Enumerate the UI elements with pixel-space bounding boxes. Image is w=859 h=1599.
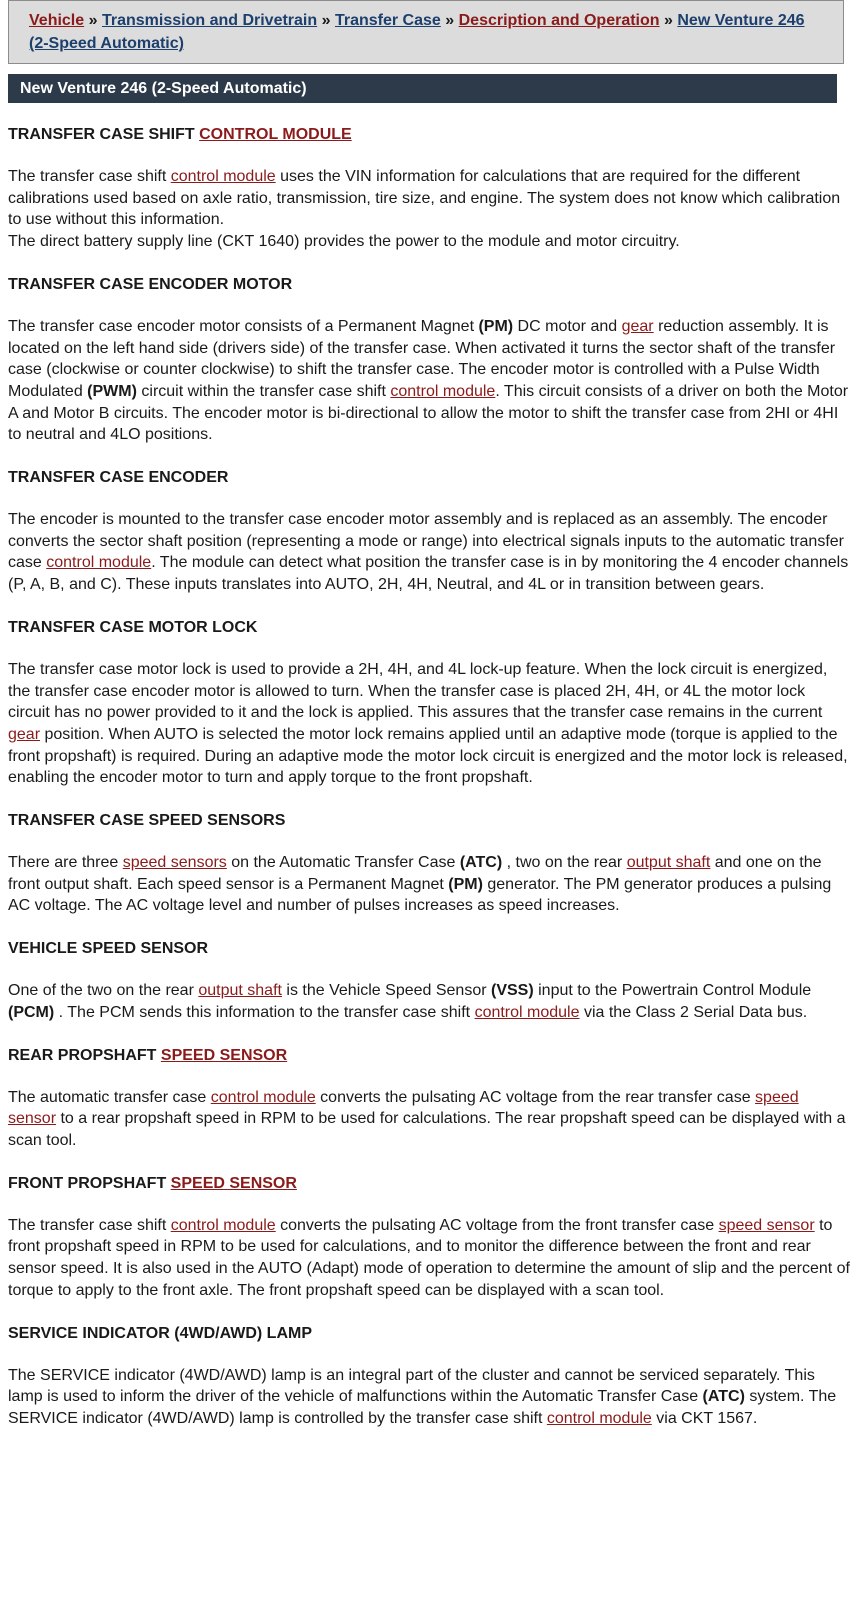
section-motor-lock <box>8 617 851 789</box>
text: generator. The PM generator produces a pulsing AC voltage. The AC voltage level and number of pulses increases as speed increases. <box>8 875 832 915</box>
page-title: New Venture 246 (2-Speed Automatic) <box>8 74 837 103</box>
abbr-bold: (PM) <box>478 317 514 335</box>
section-heading <box>8 124 851 146</box>
text: One of the two on the rear <box>8 982 199 1000</box>
text: The SERVICE indicator (4WD/AWD) lamp is an integral part of the cluster and cannot be serviced separately. This lamp is used to inform the driver of the vehicle of malfunctions within the Automatic Transfer Case <box>8 1366 815 1406</box>
breadcrumb <box>8 0 844 64</box>
paragraph <box>8 1365 851 1430</box>
abbr-bold: (ATC) <box>459 854 503 872</box>
heading-text: TRANSFER CASE SHIFT <box>8 126 200 143</box>
section-rear-propshaft-speed-sensor <box>8 1045 851 1152</box>
link-speed-sensor[interactable]: speed sensor <box>8 1088 799 1128</box>
section-heading: TRANSFER CASE ENCODER MOTOR <box>8 275 293 293</box>
text: The transfer case encoder motor consists of a Permanent Magnet <box>8 317 479 335</box>
text: via CKT 1567. <box>651 1409 758 1427</box>
section-heading: TRANSFER CASE MOTOR LOCK <box>8 618 258 636</box>
breadcrumb-link-vehicle[interactable]: Vehicle <box>29 12 85 29</box>
breadcrumb-separator: » <box>88 12 98 29</box>
breadcrumb-separator: » <box>445 12 455 29</box>
link-control-module[interactable]: control module <box>390 382 496 400</box>
section-heading <box>8 1045 851 1067</box>
section-speed-sensors <box>8 810 851 917</box>
section-heading <box>8 1173 851 1195</box>
heading-text: FRONT PROPSHAFT <box>8 1174 171 1192</box>
breadcrumb-separator: » <box>321 12 331 29</box>
link-control-module[interactable]: control module <box>210 1088 316 1106</box>
link-gear[interactable]: gear <box>621 317 654 335</box>
text: circuit within the transfer case shift <box>136 382 391 400</box>
section-heading: SERVICE INDICATOR (4WD/AWD) LAMP <box>8 1324 313 1342</box>
link-gear[interactable]: gear <box>8 725 41 743</box>
text: The transfer case shift <box>8 1216 171 1234</box>
text: . The module can detect what position the transfer case is in by monitoring the 4 encoder channels (P, A, B, and C). These inputs translates into AUTO, 2H, 4H, Neutral, and 4L or in transition between gears. <box>8 554 849 594</box>
paragraph <box>8 166 851 253</box>
text: The automatic transfer case <box>8 1088 211 1106</box>
paragraph <box>8 852 851 917</box>
section-control-module <box>8 124 851 253</box>
section-heading: VEHICLE SPEED SENSOR <box>8 940 209 958</box>
text: The direct battery supply line (CKT 1640) provides the power to the module and motor circuitry. <box>8 233 680 251</box>
text: converts the pulsating AC voltage from the front transfer case <box>275 1216 719 1234</box>
text: . The PCM sends this information to the transfer case shift <box>54 1003 475 1021</box>
text: system. The SERVICE indicator (4WD/AWD) lamp is controlled by the transfer case shift <box>8 1388 837 1427</box>
section-heading: TRANSFER CASE SPEED SENSORS <box>8 812 286 830</box>
abbr-bold: (PM) <box>448 875 483 893</box>
text: DC motor and <box>513 317 622 335</box>
abbr-bold: (ATC) <box>702 1388 745 1406</box>
text: to a rear propshaft speed in RPM to be used for calculations. The rear propshaft speed can be displayed with a scan tool. <box>8 1110 846 1149</box>
link-control-module[interactable]: control module <box>46 554 152 572</box>
link-control-module[interactable]: control module <box>170 1216 276 1234</box>
section-encoder <box>8 467 851 596</box>
breadcrumb-separator: » <box>664 12 673 29</box>
heading-link-speed-sensor[interactable]: SPEED SENSOR <box>160 1046 288 1064</box>
breadcrumb-link-description-operation[interactable]: Description and Operation <box>458 12 660 29</box>
link-control-module[interactable]: control module <box>170 168 276 185</box>
paragraph <box>8 509 851 596</box>
text: The transfer case shift <box>8 168 171 185</box>
text: to front propshaft speed in RPM to be used for calculations, and to monitor the difference between the front and rear sensor speed. It is also used in the AUTO (Adapt) mode of operation to determine the amount of slip and the percent of torque to apply to the front axle. The front propshaft speed can be displayed with a scan tool. <box>8 1216 850 1299</box>
heading-text: REAR PROPSHAFT <box>8 1046 161 1064</box>
text: input to the Powertrain Control Module <box>533 982 812 1000</box>
text: The transfer case motor lock is used to provide a 2H, 4H, and 4L lock-up feature. When the lock circuit is energized, the transfer case encoder motor is allowed to turn. When the transfer case is placed 2H, 4H, or 4L the motor lock circuit has no power provided to it and the lock is applied. This assures that the transfer case remains in the current <box>8 660 828 722</box>
paragraph <box>8 1215 851 1302</box>
abbr-bold: (VSS) <box>491 982 534 1000</box>
paragraph <box>8 1087 851 1152</box>
breadcrumb-link-transmission-drivetrain[interactable]: Transmission and Drivetrain <box>101 12 318 29</box>
text: reduction assembly. It is located on the left hand side (drivers side) of the transfer case. When activated it turns the sector shaft of the transfer case (clockwise or counter clockwise) to shift the transfer case. The encoder motor is controlled with a Pulse Width Modulated <box>8 317 836 400</box>
section-vehicle-speed-sensor <box>8 938 851 1023</box>
text: on the Automatic Transfer Case <box>226 854 460 872</box>
breadcrumb-link-transfer-case[interactable]: Transfer Case <box>334 12 441 29</box>
text: position. When AUTO is selected the motor lock remains applied until an adaptive mode (torque is applied to the front propshaft) is required. During an adaptive mode the motor lock circuit is energized and the motor lock is released, enabling the encoder motor to turn and apply torque to the front propshaft. <box>8 725 848 787</box>
link-speed-sensors[interactable]: speed sensors <box>122 854 227 872</box>
paragraph <box>8 980 851 1023</box>
link-output-shaft[interactable]: output shaft <box>198 982 282 1000</box>
text: is the Vehicle Speed Sensor <box>281 982 491 1000</box>
text: via the Class 2 Serial Data bus. <box>579 1003 808 1021</box>
link-output-shaft[interactable]: output shaft <box>626 854 711 872</box>
text: There are three <box>8 854 123 872</box>
abbr-bold: (PWM) <box>87 382 137 400</box>
abbr-bold: (PCM) <box>8 1003 55 1021</box>
text: The encoder is mounted to the transfer case encoder motor assembly and is replaced as an assembly. The encoder converts the sector shaft position (representing a mode or range) into electrical signals inputs to the automatic transfer case <box>8 511 844 572</box>
link-control-module[interactable]: control module <box>474 1003 580 1021</box>
link-speed-sensor[interactable]: speed sensor <box>718 1216 815 1234</box>
heading-link-speed-sensor[interactable]: SPEED SENSOR <box>170 1174 297 1192</box>
section-front-propshaft-speed-sensor <box>8 1173 851 1302</box>
breadcrumb-link-new-venture-246[interactable]: New Venture 246 (2-Speed Automatic) <box>29 12 805 52</box>
text: . This circuit consists of a driver on both the Motor A and Motor B circuits. The encoder motor is bi-directional to allow the motor to shift the transfer case from 2HI or 4HI to neutral and 4LO positions. <box>8 382 849 444</box>
paragraph <box>8 316 851 446</box>
text: , two on the rear <box>502 854 627 872</box>
text: uses the VIN information for calculations that are required for the different calibrations used based on axle ratio, transmission, tire size, and engine. The system does not know which calibration to use without this information. <box>8 168 841 229</box>
paragraph <box>8 659 851 789</box>
section-service-indicator-lamp <box>8 1323 851 1430</box>
section-encoder-motor <box>8 274 851 446</box>
text: and one on the front output shaft. Each speed sensor is a Permanent Magnet <box>8 854 822 893</box>
heading-link-control-module[interactable]: CONTROL MODULE <box>199 126 352 143</box>
link-control-module[interactable]: control module <box>546 1409 652 1427</box>
text: converts the pulsating AC voltage from the rear transfer case <box>315 1088 756 1106</box>
section-heading: TRANSFER CASE ENCODER <box>8 469 229 487</box>
